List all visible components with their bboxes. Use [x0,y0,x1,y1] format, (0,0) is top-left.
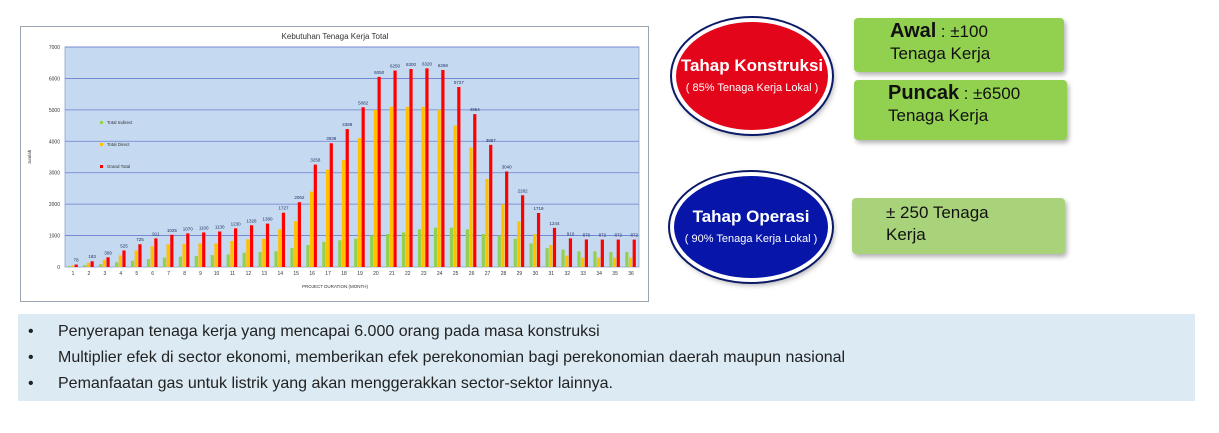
bar-total-direct [406,107,409,267]
bar-total-direct [629,258,632,267]
x-tick-label: 27 [484,271,491,277]
bar-grand-total [409,69,412,267]
bar-total-direct [278,229,281,267]
x-tick-label: 33 [580,271,586,277]
x-tick-label: 14 [277,271,284,277]
konstruksi-subtitle: ( 85% Tenaga Kerja Lokal ) [685,82,819,94]
data-label: 6320 [421,61,432,67]
chart-panel [20,26,649,302]
bar-total-direct [182,244,185,267]
bar-grand-total [266,224,269,267]
data-label: 725 [136,237,144,243]
operasi-title: Tahap Operasi [692,207,810,226]
bar-total-direct [501,204,504,267]
data-label: 872 [630,232,638,238]
bar-total-direct [533,234,536,267]
operasi-phase-badge [670,172,832,282]
bar-total-indirect [450,228,453,267]
x-tick-label: 26 [468,271,475,277]
data-label: 910 [566,231,575,237]
x-tick-label: 12 [245,271,252,277]
data-label: 1230 [230,221,241,227]
data-label: 4864 [469,107,480,113]
bar-grand-total [601,240,604,267]
bar-total-direct [198,243,201,267]
bar-grand-total [553,228,556,267]
x-tick-label: 34 [596,271,602,277]
bar-total-direct [438,110,441,267]
bar-total-indirect [147,259,150,267]
x-tick-label: 15 [293,271,299,277]
x-tick-label: 10 [213,271,220,277]
bar-grand-total [218,231,221,267]
bar-grand-total [106,257,109,267]
bar-grand-total [186,233,189,267]
bar-total-indirect [99,264,102,267]
labor-chart [21,27,648,301]
x-tick-label: 8 [183,271,186,277]
data-label: 2282 [517,188,528,194]
bar-total-direct [151,246,154,267]
operasi-box-line2: Kerja [886,225,926,244]
bar-grand-total [617,240,620,267]
y-axis-label: Jumlah [27,149,32,165]
bar-grand-total [138,244,141,267]
awal-box [854,18,1064,72]
bar-total-indirect [466,229,469,267]
y-tick-label: 2000 [48,202,60,209]
bar-total-direct [262,239,265,267]
bar-total-indirect [561,250,564,267]
legend-swatch [100,121,103,124]
bar-grand-total [569,238,572,267]
bar-grand-total [122,251,125,268]
data-label: 3887 [485,137,496,143]
bar-total-direct [454,126,457,267]
bar-total-indirect [530,243,533,267]
data-label: 5727 [453,80,464,86]
bar-grand-total [585,239,588,267]
bar-total-direct [549,245,552,267]
bar-total-indirect [274,251,277,267]
bar-grand-total [234,228,237,267]
chart-title: Kebutuhan Tenaga Kerja Total [281,32,389,41]
bar-total-indirect [354,239,357,267]
x-tick-label: 19 [357,271,363,277]
x-tick-label: 17 [325,271,331,277]
x-tick-label: 9 [199,271,202,277]
bar-total-indirect [115,262,118,267]
data-label: 872 [614,232,623,238]
bar-total-direct [214,243,217,267]
puncak-value: : ±6500 [963,84,1021,103]
x-tick-label: 32 [564,271,571,277]
bar-grand-total [314,165,317,267]
data-label: 911 [152,231,160,237]
bar-total-indirect [546,248,549,267]
data-label: 183 [88,254,96,260]
bar-total-direct [103,260,106,267]
data-label: 1380 [262,216,273,222]
bar-grand-total [282,213,285,267]
data-label: 1100 [198,225,209,231]
bar-grand-total [521,195,524,267]
bar-total-indirect [593,251,596,267]
x-tick-label: 2 [87,271,91,277]
x-tick-label: 16 [309,271,315,277]
bullet-text: Penyerapan tenaga kerja yang mencapai 6.000 orang pada masa konstruksi [58,323,600,340]
data-label: 309 [104,250,112,256]
x-tick-label: 29 [516,271,523,277]
bar-total-direct [310,192,313,267]
bar-grand-total [378,77,381,267]
bar-total-indirect [386,234,389,267]
awal-value: : ±100 [940,22,988,41]
bar-total-indirect [163,258,166,267]
bar-total-direct [230,241,233,267]
data-label: 6050 [374,69,385,75]
y-tick-label: 4000 [48,139,60,146]
bar-grand-total [298,202,301,267]
bar-grand-total [91,261,94,267]
legend-entry: Grand Total [107,164,131,169]
awal-unit: Tenaga Kerja [890,44,991,63]
data-label: 525 [120,243,128,249]
bar-grand-total [346,129,349,267]
konstruksi-title: Tahap Konstruksi [680,56,824,75]
data-label: 876 [582,232,591,238]
x-tick-label: 22 [405,271,411,277]
data-label: 6250 [390,63,401,69]
y-tick-label: 1000 [48,233,60,240]
bar-total-indirect [609,252,612,267]
legend-swatch [100,165,103,168]
bar-total-direct [613,258,616,267]
bar-grand-total [489,145,492,267]
operasi-subtitle: ( 90% Tenaga Kerja Lokal ) [684,233,818,245]
x-tick-label: 25 [452,271,459,277]
bar-total-indirect [243,253,246,267]
bar-total-direct [485,179,488,267]
x-tick-label: 20 [373,271,379,277]
bar-grand-total [362,107,365,267]
data-label: 2062 [294,195,305,201]
bar-total-direct [135,250,138,267]
bar-total-indirect [498,236,501,267]
puncak-box [854,80,1067,140]
x-tick-label: 18 [341,271,347,277]
x-tick-label: 30 [532,271,539,277]
bar-total-direct [342,160,345,267]
bar-total-direct [167,244,170,267]
bar-total-indirect [179,257,182,267]
puncak-unit: Tenaga Kerja [888,106,989,125]
x-tick-label: 35 [612,271,618,277]
x-tick-label: 5 [135,271,139,277]
bullet-dot: • [28,375,34,392]
bar-grand-total [441,70,444,267]
data-label: 6268 [437,63,448,69]
bar-total-indirect [418,229,421,267]
konstruksi-phase-badge [672,18,832,134]
bar-total-indirect [290,248,293,267]
bullet-item [18,345,1195,371]
bar-grand-total [633,240,636,267]
bar-total-indirect [338,240,341,267]
x-tick-label: 28 [500,271,507,277]
x-tick-label: 31 [548,271,555,277]
bar-total-direct [119,255,122,267]
bar-total-direct [374,110,377,267]
bar-total-indirect [482,234,485,267]
data-label: 1130 [214,224,225,230]
bar-grand-total [537,213,540,267]
bar-total-indirect [306,245,309,267]
bar-total-direct [581,258,584,267]
data-label: 3040 [501,164,512,170]
bar-total-indirect [211,255,214,267]
bar-total-indirect [434,228,437,267]
bar-total-direct [246,239,249,267]
bar-total-direct [517,221,520,267]
legend-swatch [100,143,103,146]
bar-total-direct [597,258,600,267]
bar-grand-total [202,232,205,267]
x-tick-label: 21 [389,271,395,277]
data-label: 3938 [326,136,337,142]
bar-grand-total [170,235,173,267]
data-label: 1328 [246,218,257,224]
x-tick-label: 13 [261,271,268,277]
y-tick-label: 7000 [48,45,60,51]
bar-total-direct [71,265,74,267]
x-tick-label: 23 [420,271,427,277]
bullet-text: Multiplier efek di sector ekonomi, memberikan efek perekonomian bagi perekonomian daerah maupun nasional [58,349,846,366]
awal-label: Awal [890,20,937,42]
x-tick-label: 6 [151,271,155,277]
bar-grand-total [75,265,78,267]
bar-grand-total [393,71,396,267]
plot-area [65,47,639,267]
bar-grand-total [154,238,157,267]
bar-total-indirect [195,256,198,267]
bar-total-indirect [259,252,262,267]
data-label: 1070 [182,226,193,232]
bar-total-direct [469,148,472,267]
data-label: 1244 [549,220,560,226]
bullet-dot: • [28,323,34,340]
bar-grand-total [457,87,460,267]
bar-grand-total [473,114,476,267]
legend-entry: Total Direct [107,142,130,147]
data-label: 872 [598,232,607,238]
bar-total-indirect [370,236,373,267]
legend-entry: Total Indirect [107,120,133,125]
x-tick-label: 36 [628,271,634,277]
bullet-item [18,319,1195,345]
bar-total-indirect [402,232,405,267]
bar-total-direct [326,170,329,267]
y-tick-label: 5000 [48,107,60,114]
data-label: 6300 [405,62,417,67]
y-tick-label: 0 [57,265,60,271]
x-tick-label: 11 [229,271,236,277]
x-tick-label: 1 [71,271,75,277]
bar-total-indirect [322,242,325,267]
bar-total-indirect [577,251,580,267]
bar-total-direct [565,256,568,267]
bar-total-indirect [227,254,230,267]
operasi-workforce-box [852,198,1065,254]
bar-total-direct [422,107,425,267]
x-tick-label: 4 [119,271,123,277]
puncak-label: Puncak [888,82,960,104]
bar-total-indirect [67,266,70,267]
bar-total-direct [390,107,393,267]
bullet-text: Pemanfaatan gas untuk listrik yang akan menggerakkan sector-sektor lainnya. [58,375,613,392]
bar-total-indirect [131,261,134,267]
data-label: 1719 [533,205,544,211]
x-tick-label: 7 [167,271,171,277]
bar-grand-total [425,68,428,267]
x-axis-label: PROJECT DURATION (MONTH) [301,284,369,289]
bar-grand-total [505,171,508,267]
bullet-item [18,371,1195,397]
bar-total-direct [87,263,90,267]
bar-grand-total [250,225,253,267]
bullets-panel [18,314,1195,401]
y-tick-label: 3000 [48,170,60,177]
bar-total-direct [294,221,297,267]
x-tick-label: 3 [103,271,107,277]
bar-total-indirect [514,239,517,267]
data-label: 1727 [278,205,289,211]
bullet-dot: • [28,349,34,366]
bar-total-indirect [625,252,628,267]
data-label: 1025 [166,227,177,233]
bar-total-direct [358,138,361,267]
data-label: 78 [73,257,79,263]
operasi-box-line1: ± 250 Tenaga [886,203,989,222]
x-tick-label: 24 [436,271,443,277]
bar-grand-total [330,143,333,267]
data-label: 3258 [310,157,321,163]
y-tick-label: 6000 [48,76,60,83]
data-label: 4388 [342,122,353,128]
data-label: 5082 [358,100,369,106]
bar-total-indirect [83,265,86,267]
